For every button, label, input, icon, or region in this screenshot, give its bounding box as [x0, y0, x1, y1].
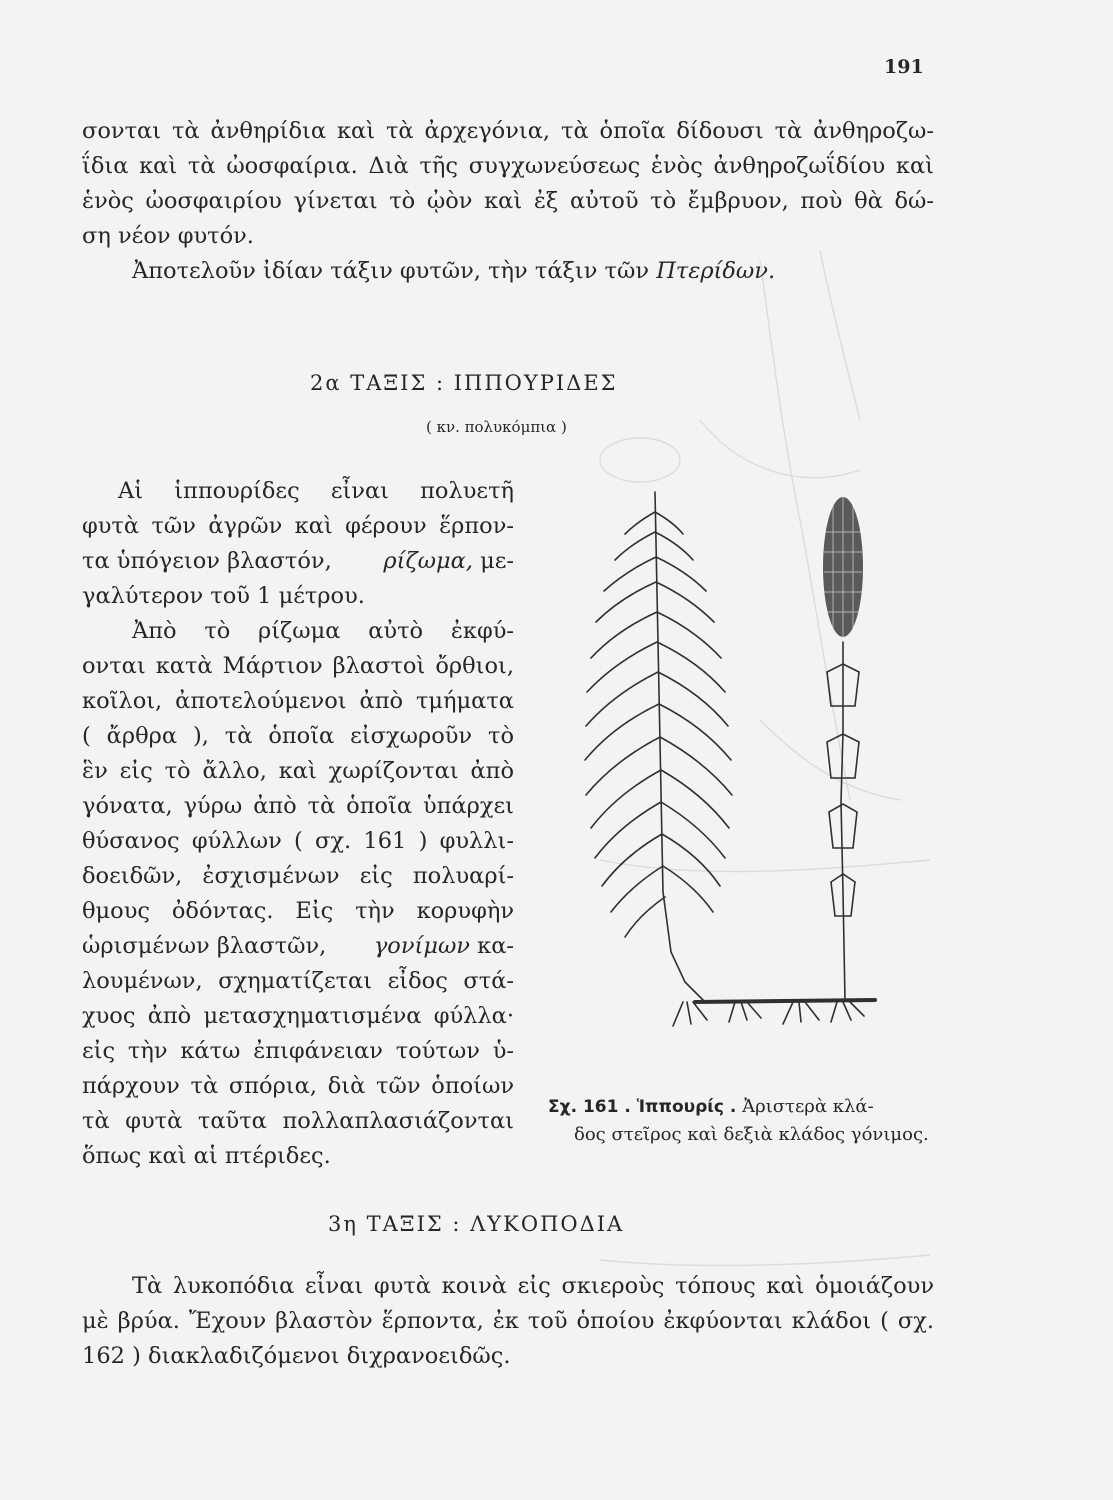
fertile-term: γονίμων — [373, 933, 470, 959]
paragraph-line: ἑνὸς ὠοσφαιρίου γίνεται τὸ ᾠὸν καὶ ἐξ αὐτοῦ τὸ ἔμβρυον, ποὺ θὰ δώ- — [82, 188, 934, 214]
rhizome — [695, 1000, 875, 1002]
roots — [673, 1002, 864, 1026]
column-line-text: με- — [480, 548, 514, 574]
column-line: φυτὰ τῶν ἀγρῶν καὶ φέρουν ἕρπον- — [82, 513, 514, 539]
column-line: κοῖλοι, ἀποτελούμενοι ἀπὸ τμήματα — [82, 688, 514, 714]
paragraph-line: ΐδια καὶ τὰ ὠοσφαίρια. Διὰ τῆς συγχωνεύσεως ἑνὸς ἀνθηροζωΐδίου καὶ — [82, 153, 934, 179]
caption-label: Σχ. 161 . Ἱππουρίς . — [548, 1097, 737, 1117]
column-line: εἰς τὴν κάτω ἐπιφάνειαν τούτων ὑ- — [82, 1038, 514, 1064]
column-line: θύσανος φύλλων ( σχ. 161 ) φυλλι- — [82, 828, 514, 854]
paragraph-line: ση νέον φυτόν. — [82, 223, 254, 249]
paragraph-line: σονται τὰ ἀνθηρίδια καὶ τὰ ἀρχεγόνια, τὰ ὁποῖα δίδουσι τὰ ἀνθηροζω- — [82, 118, 934, 144]
sterile-stem — [655, 492, 705, 1002]
column-line: Ἀπὸ τὸ ρίζωμα αὐτὸ ἐκφύ- — [132, 618, 514, 644]
paragraph-line: μὲ βρύα. Ἔχουν βλαστὸν ἕρποντα, ἐκ τοῦ ὁποίου ἐκφύονται κλάδοι ( σχ. — [82, 1308, 934, 1334]
column-line — [82, 550, 514, 573]
column-line: δοειδῶν, ἐσχισμένων εἰς πολυαρί- — [82, 863, 514, 889]
column-line: ( ἄρθρα ), τὰ ὁποῖα εἰσχωροῦν τὸ — [82, 723, 514, 749]
column-line: ἓν εἰς τὸ ἄλλο, καὶ χωρίζονται ἀπὸ — [82, 758, 514, 784]
section-heading: 3η ΤΑΞΙΣ : ΛΥΚΟΠΟΔΙΑ — [328, 1212, 625, 1236]
pteridae-term: Πτερίδων. — [656, 258, 776, 284]
column-line: γόνατα, γύρω ἀπὸ τὰ ὁποῖα ὑπάρχει — [82, 793, 514, 819]
column-line: θμους ὀδόντας. Εἰς τὴν κορυφὴν — [82, 898, 514, 924]
column-line: ὅπως καὶ αἱ πτέριδες. — [82, 1143, 331, 1169]
paragraph-classification — [132, 260, 984, 283]
page-number: 191 — [884, 56, 924, 78]
column-line: τὰ φυτὰ ταῦτα πολλαπλασιάζονται — [82, 1108, 514, 1134]
branch-whorls — [585, 512, 732, 937]
column-line-text: Αἱ ἱππουρίδες εἶναι πολυετῆ — [118, 478, 514, 504]
column-line — [118, 480, 514, 503]
paragraph-line: Τὰ λυκοπόδια εἶναι φυτὰ κοινὰ εἰς σκιεροὺς τόπους καὶ ὁμοιάζουν — [132, 1273, 934, 1299]
column-line: πάρχουν τὰ σπόρια, διὰ τῶν ὁποίων — [82, 1073, 514, 1099]
column-line: γαλύτερον τοῦ 1 μέτρου. — [82, 583, 365, 609]
rhizome-term: ρίζωμα, — [383, 548, 473, 574]
strobilus-cone — [823, 497, 863, 637]
section-subheading: ( κν. πολυκόμπια ) — [426, 418, 567, 436]
paragraph-line: 162 ) διακλαδιζόμενοι διχρανοειδῶς. — [82, 1343, 511, 1369]
caption-text: Ἀριστερὰ κλά- — [742, 1096, 874, 1117]
column-line — [82, 935, 514, 958]
column-line: ονται κατὰ Μάρτιον βλαστοὶ ὄρθιοι, — [82, 653, 514, 679]
column-line-text: ὡρισμένων βλαστῶν, — [82, 933, 327, 959]
section-heading: 2α ΤΑΞΙΣ : ΙΠΠΟΥΡΙΔΕΣ — [310, 371, 618, 395]
fertile-stem — [841, 642, 845, 1000]
horsetail-illustration — [575, 472, 895, 1047]
classification-text: Ἀποτελοῦν ἰδίαν τάξιν φυτῶν, τὴν τάξιν τῶν — [132, 258, 650, 284]
figure-caption — [548, 1096, 932, 1117]
column-line: λουμένων, σχηματίζεται εἶδος στά- — [82, 968, 514, 994]
column-line-text: τα ὑπόγειον βλαστόν, — [82, 548, 332, 574]
figure-caption-line: δος στεῖρος καὶ δεξιὰ κλάδος γόνιμος. — [574, 1124, 929, 1145]
column-line: χυος ἀπὸ μετασχηματισμένα φύλλα· — [82, 1003, 514, 1029]
column-line-text: κα- — [477, 933, 514, 959]
